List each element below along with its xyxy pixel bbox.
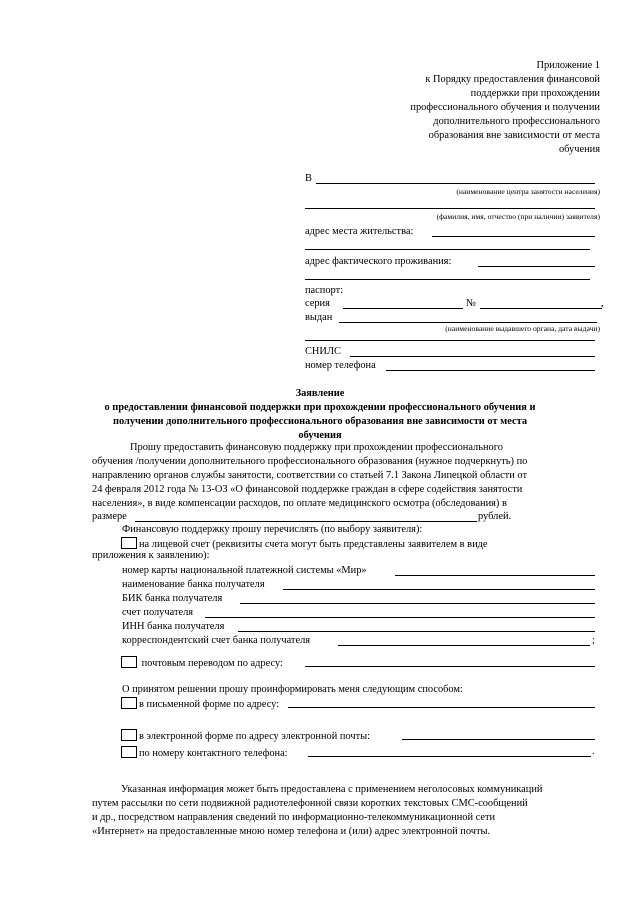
inform-phone[interactable] xyxy=(121,746,288,760)
passport-series-line[interactable] xyxy=(343,308,463,309)
account-label: счет получателя xyxy=(122,607,194,618)
passport-series-label: серия xyxy=(305,298,330,309)
request-rub-label: рублей. xyxy=(478,511,512,522)
statement-heading: Заявление xyxy=(295,388,345,399)
account-checkbox[interactable] xyxy=(121,537,137,549)
option-postal-text: почтовым переводом по адресу: xyxy=(141,658,283,669)
passport-number-sign: № xyxy=(466,298,476,309)
address-actual-line-2[interactable] xyxy=(305,279,590,280)
contact-phone-line[interactable] xyxy=(308,756,591,757)
bank-name-line[interactable] xyxy=(283,589,595,590)
corr-semicolon: ; xyxy=(592,635,595,646)
bik-label: БИК банка получателя xyxy=(122,593,223,604)
transfer-intro: Финансовую поддержку прошу перечислять (по выбору заявителя): xyxy=(122,524,423,535)
appendix-line-7: обучения xyxy=(558,144,600,155)
inn-label: ИНН банка получателя xyxy=(122,621,225,632)
statement-subtitle-1: о предоставлении финансовой поддержки при прохождении профессионального обучения и xyxy=(104,402,536,413)
inform-intro: О принятом решении прошу проинформировать меня следующим способом: xyxy=(122,684,463,695)
request-line-1: Прошу предоставить финансовую поддержку при прохождении профессионального xyxy=(130,442,503,453)
written-checkbox[interactable] xyxy=(121,697,137,709)
passport-label: паспорт: xyxy=(305,285,344,296)
address-residence-line[interactable] xyxy=(432,236,595,237)
card-line[interactable] xyxy=(395,575,595,576)
written-line[interactable] xyxy=(288,707,595,708)
corr-label: корреспондентский счет банка получателя xyxy=(122,635,311,646)
request-line-4: 24 февраля 2012 года № 13-ОЗ «О финансовой поддержке граждан в сфере содействия занятости xyxy=(92,484,523,495)
address-actual-line[interactable] xyxy=(478,266,595,267)
appendix-line-5: дополнительного профессионального xyxy=(433,116,600,127)
passport-issued-line-2[interactable] xyxy=(305,340,595,341)
address-actual-label: адрес фактического проживания: xyxy=(305,256,452,267)
inform-phone-text: по номеру контактного телефона: xyxy=(139,748,288,759)
final-line-3: и др., посредством направления сведений по информационно-телекоммуникационной сети xyxy=(92,812,496,823)
appendix-line-6: образования вне зависимости от места xyxy=(428,130,600,141)
address-residence-label: адрес места жительства: xyxy=(305,226,414,237)
final-line-1: Указанная информация может быть предоставлена с применением неголосовых коммуникаций xyxy=(121,784,543,795)
inform-written-text: в письменной форме по адресу: xyxy=(139,699,280,710)
statement-subtitle-2: получении дополнительного профессионального образования вне зависимости от места xyxy=(112,416,528,427)
final-line-4: «Интернет» на предоставленные мною номер телефона и (или) адрес электронной почты. xyxy=(92,826,491,837)
phone-checkbox[interactable] xyxy=(121,746,137,758)
option-postal[interactable] xyxy=(121,656,283,670)
postal-checkbox[interactable] xyxy=(121,656,137,668)
request-amount-label: размере xyxy=(92,511,127,522)
request-line-3: направлению органов службы занятости, соответствии со статьей 7.1 Закона Липецкой области от xyxy=(92,470,527,481)
passport-number-line[interactable] xyxy=(480,308,602,309)
to-prefix: В xyxy=(305,173,312,184)
bank-name-label: наименование банка получателя xyxy=(122,579,265,590)
address-residence-line-2[interactable] xyxy=(305,249,590,250)
phone-line[interactable] xyxy=(386,370,595,371)
snils-line[interactable] xyxy=(350,356,595,357)
name-caption: (фамилия, имя, отчество (при наличии) заявителя) xyxy=(436,212,600,221)
appendix-line-1: Приложение 1 xyxy=(536,60,600,71)
appendix-line-2: к Порядку предоставления финансовой xyxy=(425,74,600,85)
inform-email-text: в электронной форме по адресу электронной почты: xyxy=(139,731,370,742)
snils-label: СНИЛС xyxy=(305,346,341,357)
passport-issued-line[interactable] xyxy=(339,322,597,323)
inform-written[interactable] xyxy=(121,697,279,711)
appendix-line-3: поддержки при прохождении xyxy=(470,88,600,99)
request-amount-line[interactable] xyxy=(135,521,477,522)
option-account-text: на лицевой счет (реквизиты счета могут быть представлены заявителем в виде xyxy=(139,539,488,550)
request-line-5: населения», в виде компенсации расходов, по оплате медицинского осмотра (обследования) в xyxy=(92,498,507,509)
passport-issued-caption: (наименование выдавшего органа, дата выдачи) xyxy=(445,324,600,333)
passport-issued-label: выдан xyxy=(305,312,333,323)
option-account[interactable] xyxy=(121,537,488,551)
appendix-line-4: профессионального обучения и получении xyxy=(410,102,600,113)
card-label: номер карты национальной платежной системы «Мир» xyxy=(122,565,367,576)
option-account-line-2: приложения к заявлению): xyxy=(92,550,210,561)
postal-line[interactable] xyxy=(305,666,595,667)
phone-label: номер телефона xyxy=(305,360,376,371)
to-field-line[interactable] xyxy=(316,183,595,184)
email-line[interactable] xyxy=(402,739,595,740)
final-line-2: путем рассылки по сети подвижной радиотелефонной связи коротких текстовых СМС-сообщений xyxy=(92,798,528,809)
name-field-line[interactable] xyxy=(305,208,595,209)
request-line-2: обучения /получении дополнительного профессионального образования (нужное подчеркнуть) по xyxy=(92,456,528,467)
statement-subtitle-3: обучения xyxy=(298,430,342,441)
inn-line[interactable] xyxy=(238,631,595,632)
account-line[interactable] xyxy=(205,617,595,618)
inform-email[interactable] xyxy=(121,729,370,743)
bik-line[interactable] xyxy=(240,603,595,604)
email-checkbox[interactable] xyxy=(121,729,137,741)
phone-dot: . xyxy=(592,746,595,757)
corr-line[interactable] xyxy=(338,645,590,646)
to-caption: (наименование центра занятости населения) xyxy=(456,187,600,196)
passport-comma: , xyxy=(600,298,604,309)
